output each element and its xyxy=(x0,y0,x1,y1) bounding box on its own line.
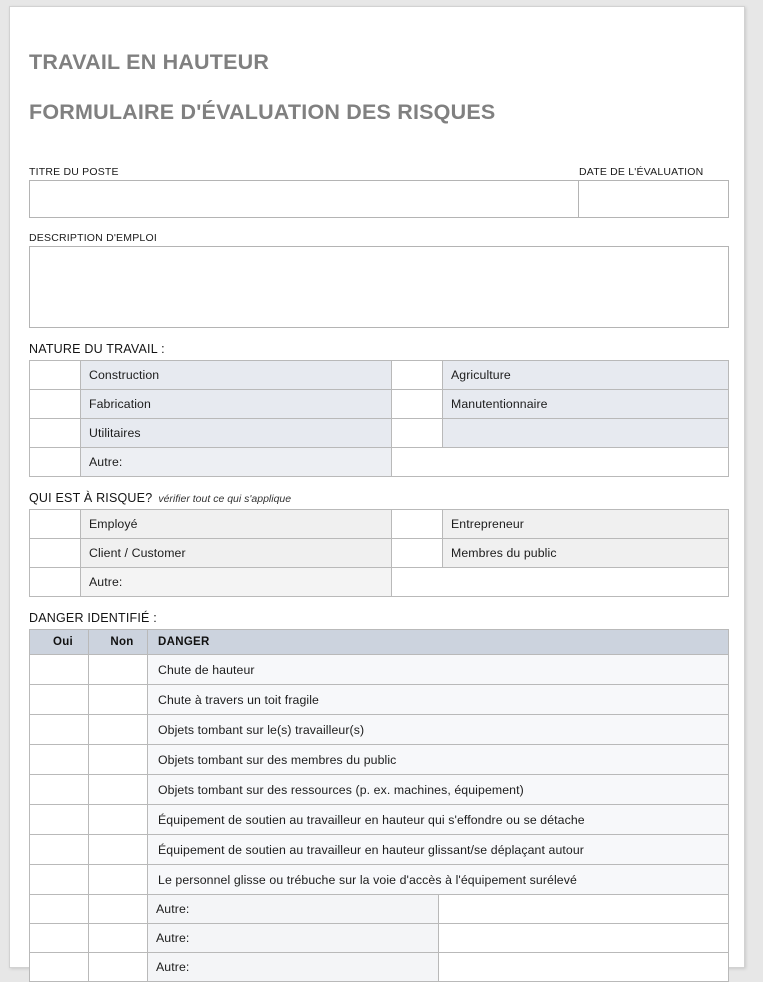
risk-option-employe[interactable]: Employé xyxy=(81,510,392,539)
table-row xyxy=(30,835,729,865)
danger-other-input-1[interactable] xyxy=(438,924,729,953)
risk-other-label: Autre: xyxy=(81,568,392,597)
table-row xyxy=(30,568,729,597)
risk-option-membres-public[interactable]: Membres du public xyxy=(443,539,729,568)
job-description-input[interactable] xyxy=(29,246,729,328)
document-sheet xyxy=(9,6,745,974)
nature-checkbox-other[interactable] xyxy=(30,448,81,477)
danger-other-no-checkbox-2[interactable] xyxy=(89,953,148,982)
table-row xyxy=(30,775,729,805)
table-row xyxy=(30,390,729,419)
table-row xyxy=(30,805,729,835)
table-row xyxy=(30,419,729,448)
nature-table xyxy=(29,360,729,477)
nature-checkbox-construction[interactable] xyxy=(30,361,81,390)
danger-other-label-1: Autre: xyxy=(148,924,439,953)
danger-column-danger: DANGER xyxy=(148,630,729,655)
danger-yes-checkbox-4[interactable] xyxy=(30,775,89,805)
danger-no-checkbox-2[interactable] xyxy=(89,715,148,745)
risk-checkbox-client[interactable] xyxy=(30,539,81,568)
job-description-label: DESCRIPTION D'EMPLOI xyxy=(29,232,157,244)
danger-no-checkbox-1[interactable] xyxy=(89,685,148,715)
nature-checkbox-blank[interactable] xyxy=(392,419,443,448)
risk-section-title: QUI EST À RISQUE? xyxy=(29,491,153,505)
danger-other-yes-checkbox-2[interactable] xyxy=(30,953,89,982)
table-row xyxy=(30,539,729,568)
nature-checkbox-agriculture[interactable] xyxy=(392,361,443,390)
assessment-date-input[interactable] xyxy=(579,180,729,218)
danger-label-6: Équipement de soutien au travailleur en hauteur glissant/se déplaçant autour xyxy=(148,835,729,865)
danger-section-heading: DANGER IDENTIFIÉ : xyxy=(29,611,157,625)
danger-other-no-checkbox-1[interactable] xyxy=(89,924,148,953)
danger-other-no-checkbox-0[interactable] xyxy=(89,895,148,924)
nature-checkbox-utilitaires[interactable] xyxy=(30,419,81,448)
danger-label-3: Objets tombant sur des membres du public xyxy=(148,745,729,775)
danger-label-5: Équipement de soutien au travailleur en hauteur qui s'effondre ou se détache xyxy=(148,805,729,835)
danger-table xyxy=(29,629,729,982)
danger-yes-checkbox-7[interactable] xyxy=(30,865,89,895)
table-row xyxy=(30,510,729,539)
risk-table xyxy=(29,509,729,597)
danger-yes-checkbox-2[interactable] xyxy=(30,715,89,745)
danger-yes-checkbox-5[interactable] xyxy=(30,805,89,835)
risk-checkbox-employe[interactable] xyxy=(30,510,81,539)
danger-other-label-0: Autre: xyxy=(148,895,439,924)
table-row xyxy=(30,865,729,895)
risk-option-client[interactable]: Client / Customer xyxy=(81,539,392,568)
danger-no-checkbox-6[interactable] xyxy=(89,835,148,865)
danger-other-label-2: Autre: xyxy=(148,953,439,982)
nature-checkbox-fabrication[interactable] xyxy=(30,390,81,419)
nature-checkbox-manutentionnaire[interactable] xyxy=(392,390,443,419)
page-title xyxy=(29,25,729,150)
risk-section-hint: vérifier tout ce qui s'applique xyxy=(158,493,292,505)
nature-option-agriculture[interactable]: Agriculture xyxy=(443,361,729,390)
danger-yes-checkbox-0[interactable] xyxy=(30,655,89,685)
danger-label-2: Objets tombant sur le(s) travailleur(s) xyxy=(148,715,729,745)
table-row xyxy=(30,448,729,477)
danger-label-7: Le personnel glisse ou trébuche sur la voie d'accès à l'équipement surélevé xyxy=(148,865,729,895)
risk-section-heading xyxy=(29,491,729,505)
danger-yes-checkbox-6[interactable] xyxy=(30,835,89,865)
table-row xyxy=(30,655,729,685)
page-title-line1: TRAVAIL EN HAUTEUR xyxy=(29,50,270,74)
table-row xyxy=(30,685,729,715)
nature-option-construction[interactable]: Construction xyxy=(81,361,392,390)
danger-yes-checkbox-1[interactable] xyxy=(30,685,89,715)
table-row xyxy=(30,715,729,745)
nature-other-label: Autre: xyxy=(81,448,392,477)
danger-no-checkbox-4[interactable] xyxy=(89,775,148,805)
table-row xyxy=(30,895,729,924)
danger-column-no: Non xyxy=(89,630,148,655)
nature-section-heading: NATURE DU TRAVAIL : xyxy=(29,342,165,356)
job-title-date-inputs xyxy=(29,180,729,218)
form-content xyxy=(29,25,729,982)
nature-option-manutentionnaire[interactable]: Manutentionnaire xyxy=(443,390,729,419)
danger-other-input-0[interactable] xyxy=(438,895,729,924)
table-row xyxy=(30,924,729,953)
risk-checkbox-membres-public[interactable] xyxy=(392,539,443,568)
danger-other-yes-checkbox-0[interactable] xyxy=(30,895,89,924)
danger-label-0: Chute de hauteur xyxy=(148,655,729,685)
table-row xyxy=(30,745,729,775)
danger-label-1: Chute à travers un toit fragile xyxy=(148,685,729,715)
nature-option-fabrication[interactable]: Fabrication xyxy=(81,390,392,419)
job-title-input[interactable] xyxy=(29,180,579,218)
danger-no-checkbox-0[interactable] xyxy=(89,655,148,685)
risk-checkbox-other[interactable] xyxy=(30,568,81,597)
danger-no-checkbox-3[interactable] xyxy=(89,745,148,775)
risk-other-input[interactable] xyxy=(392,568,729,597)
danger-column-yes: Oui xyxy=(30,630,89,655)
risk-checkbox-entrepreneur[interactable] xyxy=(392,510,443,539)
danger-other-yes-checkbox-1[interactable] xyxy=(30,924,89,953)
assessment-date-label: DATE DE L'ÉVALUATION xyxy=(579,166,704,178)
job-title-date-labels xyxy=(29,166,729,180)
page-title-line2: FORMULAIRE D'ÉVALUATION DES RISQUES xyxy=(29,100,496,124)
danger-other-input-2[interactable] xyxy=(438,953,729,982)
nature-option-utilitaires[interactable]: Utilitaires xyxy=(81,419,392,448)
danger-table-header-row xyxy=(30,630,729,655)
table-row xyxy=(30,361,729,390)
danger-no-checkbox-7[interactable] xyxy=(89,865,148,895)
nature-other-input[interactable] xyxy=(392,448,729,477)
danger-no-checkbox-5[interactable] xyxy=(89,805,148,835)
risk-option-entrepreneur[interactable]: Entrepreneur xyxy=(443,510,729,539)
danger-yes-checkbox-3[interactable] xyxy=(30,745,89,775)
nature-option-blank[interactable] xyxy=(443,419,729,448)
job-title-label: TITRE DU POSTE xyxy=(29,166,119,178)
table-row xyxy=(30,953,729,982)
danger-label-4: Objets tombant sur des ressources (p. ex. machines, équipement) xyxy=(148,775,729,805)
